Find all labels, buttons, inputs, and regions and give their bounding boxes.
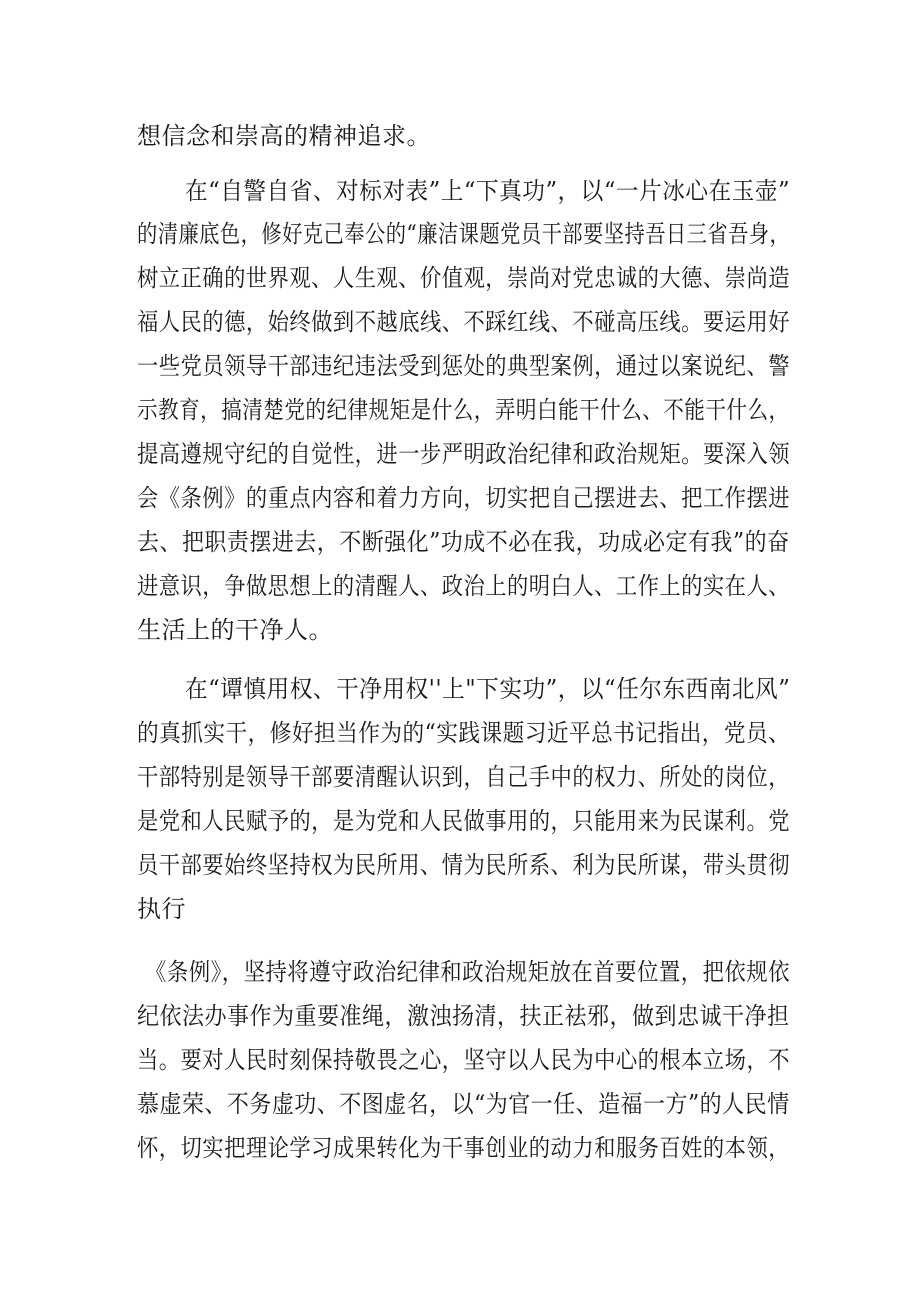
paragraph-2-line-3: 树立正确的世界观、人生观、价值观，崇尚对党忠诚的大德、崇尚造 bbox=[137, 264, 790, 292]
paragraph-2-line-8: 会《条例》的重点内容和着力方向，切实把自己摆进去、把工作摆进 bbox=[137, 484, 790, 512]
paragraph-3-line-4: 是党和人民赋予的，是为党和人民做事用的，只能用来为民谋利。党 bbox=[137, 807, 790, 835]
paragraph-2-line-10: 进意识，争做思想上的清醒人、政治上的明白人、工作上的实在人、 bbox=[137, 572, 790, 600]
paragraph-2-line-1: 在“自警自省、对标对表”上“下真功”，以“一片冰心在玉壶” bbox=[185, 177, 791, 205]
paragraph-4-line-2: 纪依法办事作为重要准绳，激浊扬清，扶正祛邪，做到忠诚干净担 bbox=[137, 1002, 790, 1030]
paragraph-2-line-11: 生活上的干净人。 bbox=[137, 616, 333, 644]
paragraph-3-line-6: 执行 bbox=[137, 895, 186, 923]
paragraph-4-line-4: 慕虚荣、不务虚功、不图虚名，以“为官一任、造福一方”的人民情 bbox=[137, 1090, 790, 1118]
paragraph-2-line-7: 提高遵规守纪的自觉性，进一步严明政治纪律和政治规矩。要深入领 bbox=[137, 440, 790, 468]
paragraph-2-line-2: 的清廉底色，修好克己奉公的“廉洁课题党员干部要坚持吾日三省吾身， bbox=[137, 220, 791, 248]
paragraph-2-line-4: 福人民的德，始终做到不越底线、不踩红线、不碰高压线。要运用好 bbox=[137, 308, 790, 336]
paragraph-4-line-3: 当。要对人民时刻保持敬畏之心，坚守以人民为中心的根本立场，不 bbox=[137, 1046, 790, 1074]
paragraph-3-line-3: 干部特别是领导干部要清醒认识到，自己手中的权力、所处的岗位， bbox=[137, 763, 790, 791]
paragraph-3-line-5: 员干部要始终坚持权为民所用、情为民所系、利为民所谋，带头贯彻 bbox=[137, 851, 790, 879]
paragraph-2-line-5: 一些党员领导干部违纪违法受到惩处的典型案例，通过以案说纪、警 bbox=[137, 352, 790, 380]
paragraph-4-line-1: 《条例》，坚持将遵守政治纪律和政治规矩放在首要位置，把依规依 bbox=[145, 958, 790, 986]
paragraph-2-line-6: 示教育，搞清楚党的纪律规矩是什么，弄明白能干什么、不能干什么， bbox=[137, 396, 790, 424]
paragraph-3-line-2: 的真抓实干，修好担当作为的“实践课题习近平总书记指出，党员、 bbox=[137, 719, 791, 747]
paragraph-4-line-5: 怀，切实把理论学习成果转化为干事创业的动力和服务百姓的本领， bbox=[137, 1134, 790, 1162]
paragraph-1-line-1: 想信念和崇高的精神追求。 bbox=[137, 122, 431, 150]
paragraph-2-line-9: 去、把职责摆进去，不断强化”功成不必在我，功成必定有我”的奋 bbox=[137, 528, 790, 556]
paragraph-3-line-1: 在“谭慎用权、干净用权''上"下实功”，以“任尔东西南北风” bbox=[185, 675, 791, 703]
